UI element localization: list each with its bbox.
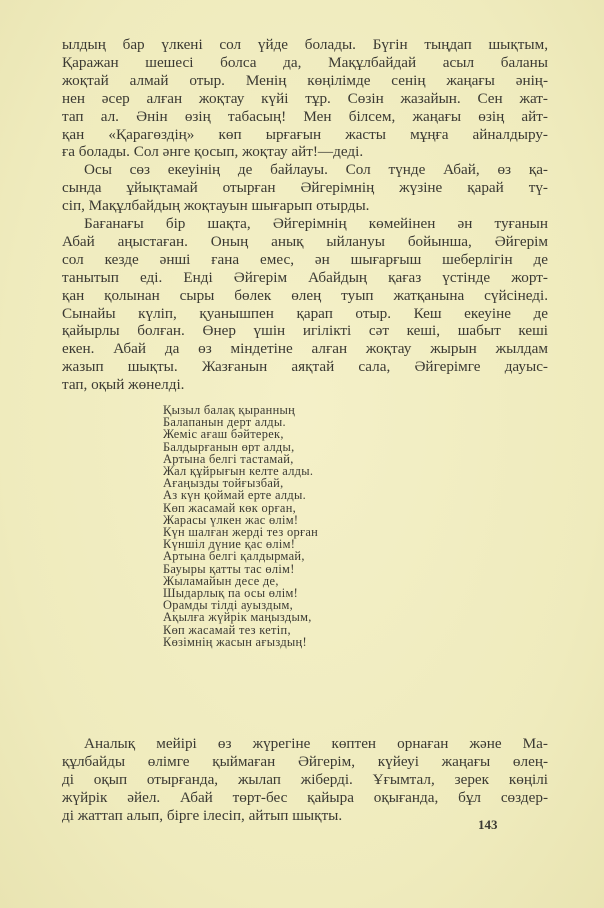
text-line: ылдың бар үлкені сол үйде болады. Бүгін тыңдап шықтым, — [62, 36, 548, 53]
text-line: қан «Қарагөздің» көп ырғағын жасты мұңға айналдыру- — [62, 125, 548, 143]
text-line: сында ұйықтамай отырған Әйгерімнің жүзіне қарай тү- — [62, 178, 548, 196]
text-line: Бағанағы бір шақта, Әйгерімнің көмейінен ән туғанын — [84, 215, 548, 232]
poem-line: Қызыл балақ қыранның — [163, 403, 296, 417]
poem-line: Ақылға жүйрік маңыздым, — [163, 610, 312, 625]
text-line: қайырлы болған. Өнер үшін игілікті сәт кеші, шабыт кеші — [62, 322, 548, 340]
paragraph-3 — [62, 215, 548, 394]
poem-line: Көп жасамай тез кетіп, — [163, 622, 291, 637]
text-line: Қаражан шешесі болса да, Мақұлбайдай асыл баланы — [62, 53, 548, 71]
poem-line: Аз күн қоймай ерте алды. — [163, 488, 306, 503]
text-line: ді жаттап алып, бірге ілесіп, айтып шықты. — [62, 806, 343, 824]
text-line: нен әсер алған жоқтау күйі тұр. Сөзін жазайын. Сен жат- — [62, 89, 548, 107]
text-line: ға болады. Сол әнге қосып, жоқтау айт!—деді. — [62, 143, 364, 161]
text-line: жазып шықты. Жазғанын аяқтай сала, Әйгерімге дауыс- — [62, 358, 548, 376]
text-line: қан қолынан сыры бөлек өлең туып жатқанына сүйсінеді. — [62, 286, 548, 304]
poem-line: Орамды тілді ауыздым, — [163, 598, 294, 613]
poem-line: Бауыры қатты тас өлім! — [163, 561, 295, 576]
text-line: ді оқып отырғанда, жылап жіберді. Ұғымтал, зерек көңілі — [62, 770, 548, 788]
poem-line: Балдырғанын өрт алды, — [163, 439, 295, 454]
text-line: Абай аңыстаған. Оның анық ыйлануы бойынша, Әйгерім — [62, 232, 548, 250]
poem-line: Күншіл дүние қас өлім! — [163, 537, 296, 552]
text-line: Аналық мейірі өз жүрегіне көптен орнаған және Ма- — [84, 735, 548, 752]
poem-line: Балапанын дерт алды. — [163, 415, 286, 430]
text-line: тап, оқый жөнелді. — [62, 376, 185, 394]
poem-line: Артына белгі қалдырмай, — [163, 549, 305, 564]
text-line: сіп, Мақұлбайдың жоқтауын шығарып отырды. — [62, 196, 370, 214]
page-number: 143 — [478, 817, 498, 832]
text-line: екен. Абай да өз міндетіне алған жоқтау жырын жылдам — [62, 340, 548, 358]
text-line: құлбайды өлімге қыймаған Әйгерім, күйеуі жаңағы өлең- — [62, 752, 548, 770]
text-line: танытып еді. Енді Әйгерім Абайдың қағаз үстінде жорт- — [62, 268, 548, 286]
paragraph-2 — [62, 161, 548, 215]
text-line: жүйрік әйел. Абай төрт-бес қайыра оқығанда, бұл сөздер- — [62, 788, 548, 806]
text-line: Сынайы күліп, қуанышпен қарап отыр. Кеш екеуіне де — [62, 304, 548, 322]
poem-line: Жал құйрығын келте алды. — [163, 464, 314, 479]
poem-line: Артына белгі тастамай, — [163, 451, 294, 466]
text-line: сол кезде әнші ғана емес, ән шығарғыш шеберлігін де — [62, 250, 548, 268]
poem-line: Ағаңызды тойғызбай, — [163, 476, 284, 491]
poem-line: Жеміс ағаш бәйтерек, — [163, 427, 284, 442]
poem-zhoqtau — [163, 404, 318, 648]
poem-line: Жыламайын десе де, — [163, 573, 279, 588]
text-line: жоқтай алмай отыр. Менің көңілімде сенің жаңағы әнің- — [62, 71, 548, 89]
poem-line: Күн шалған жерді тез орған — [163, 525, 319, 540]
poem-line: Жарасы үлкен жас өлім! — [163, 512, 299, 527]
poem-line: Көп жасамай көк орған, — [163, 500, 297, 515]
paragraph-1 — [62, 36, 548, 161]
poem-line: Шыдарлық па осы өлім! — [163, 586, 299, 601]
closing-paragraph — [62, 735, 548, 825]
text-line: Осы сөз екеуінің де байлауы. Сол түнде Абай, өз қа- — [84, 161, 548, 178]
poem-line: Көзімнің жасын ағыздың! — [163, 634, 307, 649]
text-line: тап ал. Әнін өзің табасың! Мен білсем, жаңағы өзің айт- — [62, 107, 548, 125]
